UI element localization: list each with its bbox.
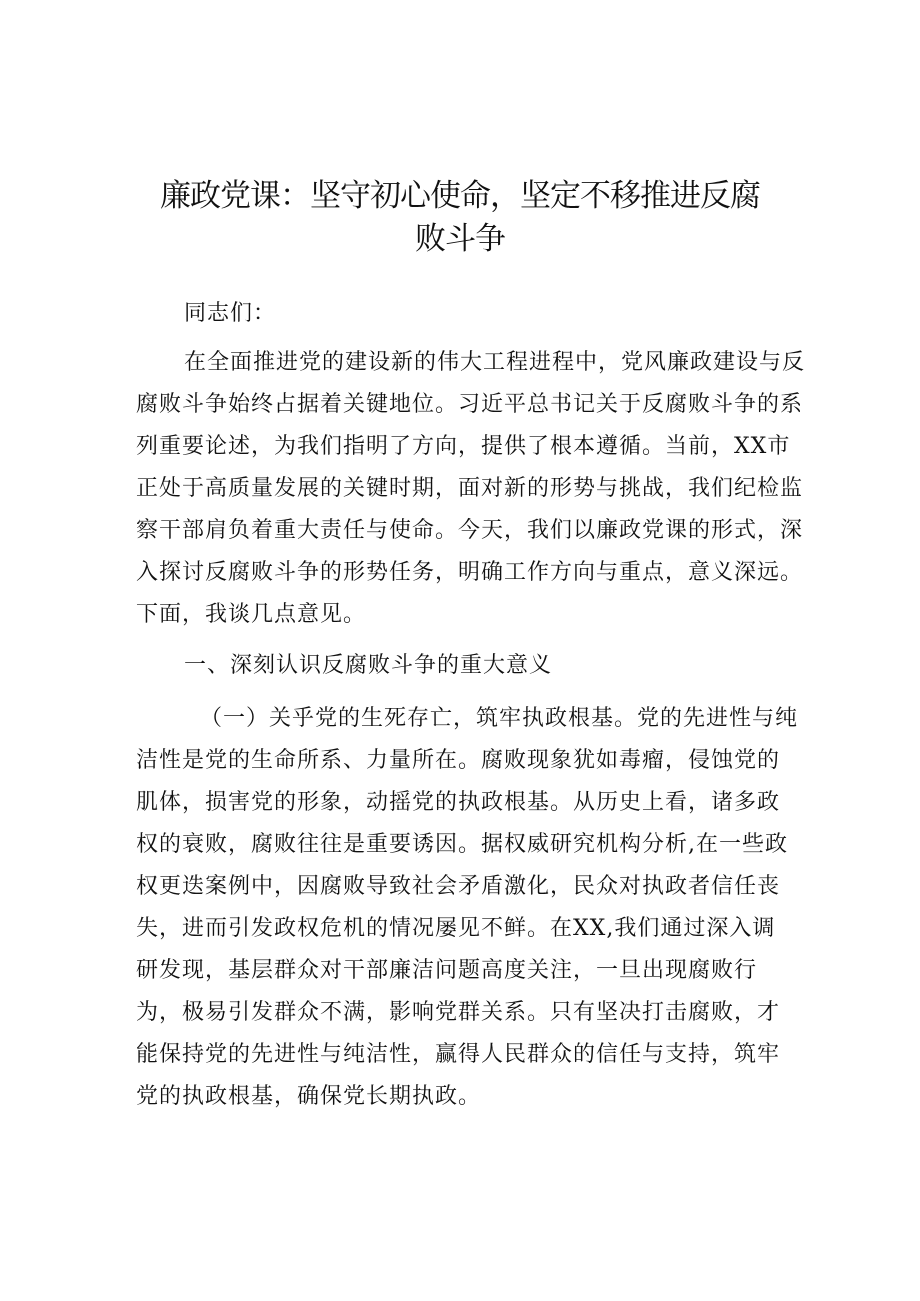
intro-line: 在全面推进党的建设新的伟大工程进程中，党风廉政建设与反 — [184, 350, 806, 375]
intro-line: 察干部肩负着重大责任与使命。今天，我们以廉政党课的形式，深 — [136, 518, 804, 543]
document-title-line-1: 廉政党课：坚守初心使命，坚定不移推进反腐 — [160, 178, 760, 214]
intro-line: 正处于高质量发展的关键时期，面对新的形势与挑战，我们纪检监 — [136, 476, 804, 501]
subsection-line: 研发现，基层群众对干部廉洁问题高度关注，一旦出现腐败行 — [136, 958, 758, 983]
subsection-line: 肌体，损害党的形象，动摇党的执政根基。从历史上看，诸多政 — [136, 790, 781, 815]
greeting: 同志们： — [184, 301, 277, 326]
subsection-line: 能保持党的先进性与纯洁性，赢得人民群众的信任与支持，筑牢 — [136, 1042, 781, 1067]
document-title-line-2: 败斗争 — [415, 221, 505, 257]
subsection-line: 党的执政根基，确保党长期执政。 — [136, 1084, 482, 1109]
intro-line: 腐败斗争始终占据着关键地位。习近平总书记关于反腐败斗争的系 — [136, 392, 804, 417]
section-heading: 一、深刻认识反腐败斗争的重大意义 — [184, 653, 553, 678]
intro-line: 入探讨反腐败斗争的形势任务，明确工作方向与重点，意义深远。 — [136, 560, 804, 585]
subsection-line: 洁性是党的生命所系、力量所在。腐败现象犹如毒瘤，侵蚀党的 — [136, 748, 781, 773]
subsection-line: 为，极易引发群众不满，影响党群关系。只有坚决打击腐败，才 — [136, 1000, 781, 1025]
intro-line: 下面，我谈几点意见。 — [136, 602, 367, 627]
subsection-line: （一）关乎党的生死存亡，筑牢执政根基。党的先进性与纯 — [200, 706, 799, 731]
subsection-line: 权的衰败，腐败往往是重要诱因。据权威研究机构分析,在一些政 — [136, 832, 788, 857]
subsection-line: 失，进而引发政权危机的情况屡见不鲜。在XX,我们通过深入调 — [136, 916, 776, 941]
subsection-line: 权更迭案例中，因腐败导致社会矛盾激化，民众对执政者信任丧 — [136, 874, 781, 899]
intro-line: 列重要论述，为我们指明了方向，提供了根本遵循。当前，XX市 — [136, 434, 791, 459]
